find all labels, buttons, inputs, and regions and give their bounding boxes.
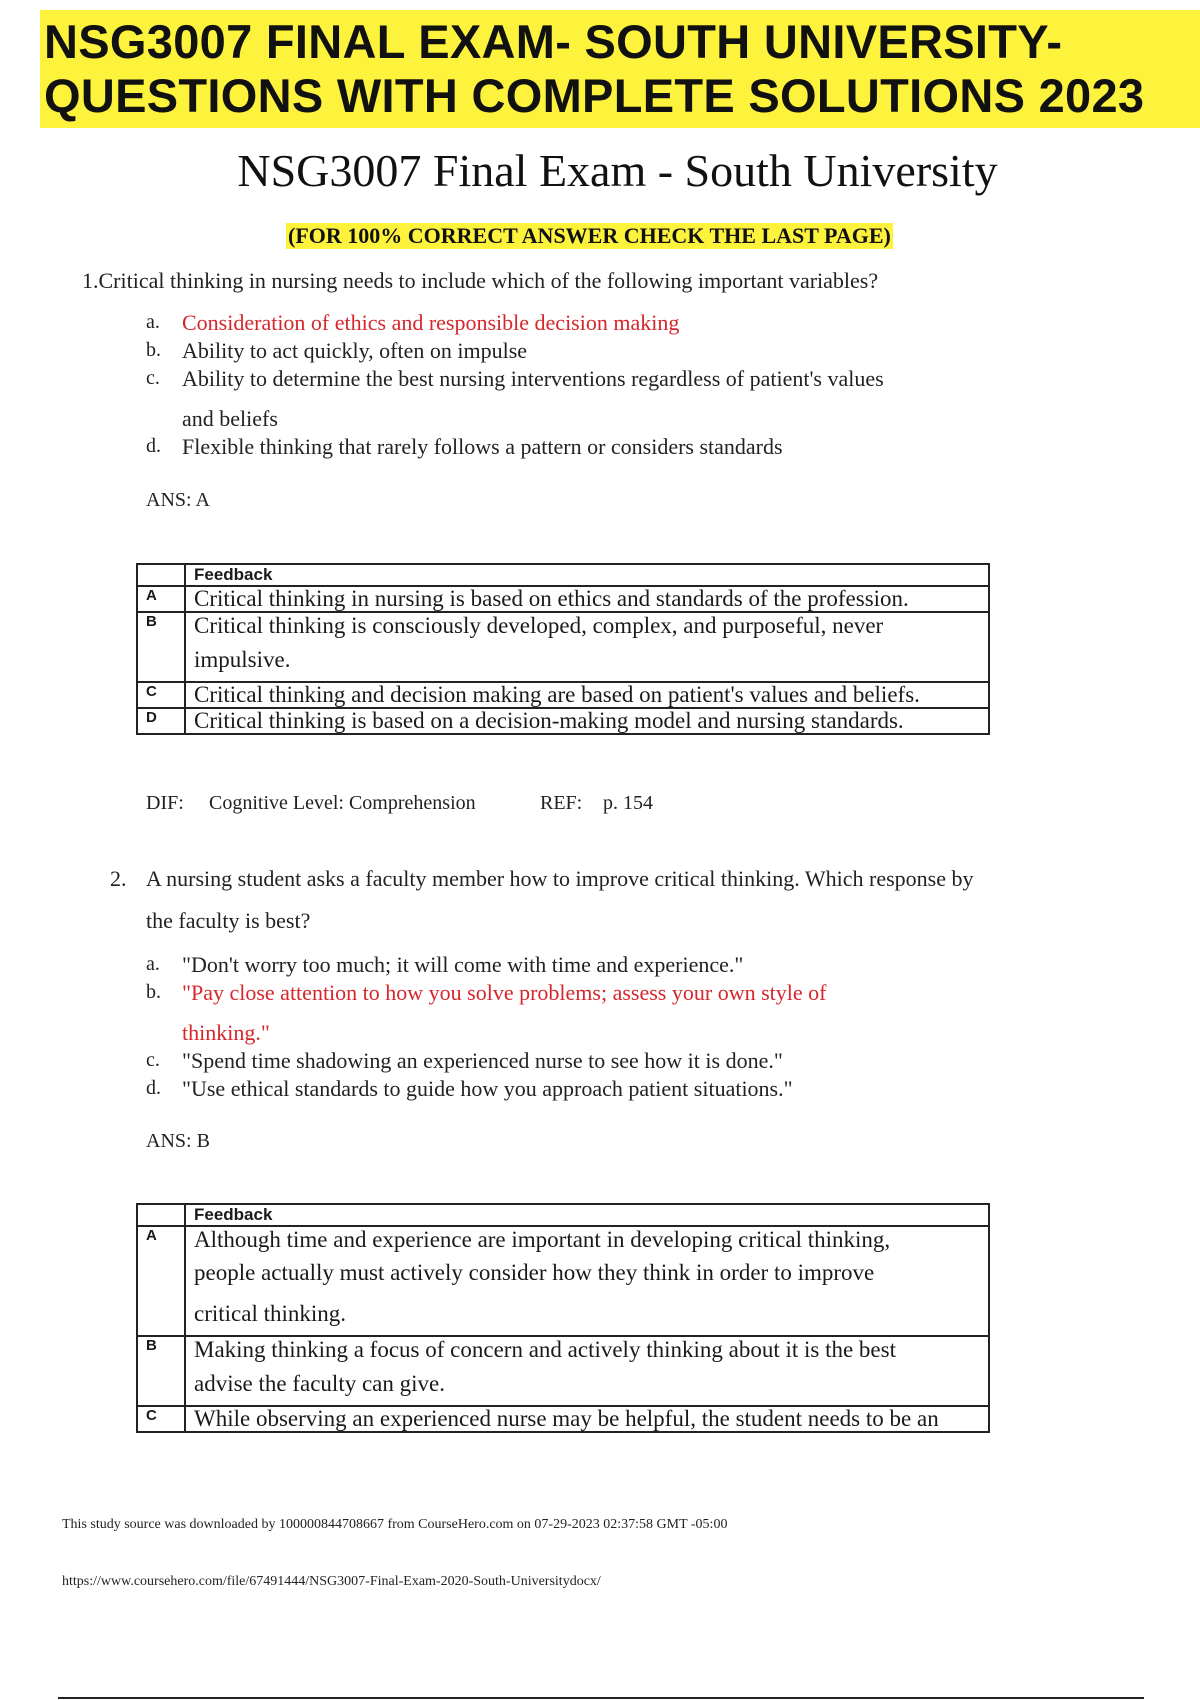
table-row [137,1336,989,1406]
q1-option-c: Ability to determine the best nursing interventions regardless of patient's values [182,366,884,391]
feedback-text: Critical thinking and decision making are based on patient's values and beliefs. [194,682,920,707]
q1-ref-value: p. 154 [603,792,653,814]
feedback-key: C [137,682,185,708]
page-title: NSG3007 Final Exam - South University [237,145,998,196]
q2-option-b: "Pay close attention to how you solve problems; assess your own style of [182,980,827,1005]
q2-option-b-letter: b. [146,981,161,1003]
banner-title-line-2: QUESTIONS WITH COMPLETE SOLUTIONS 2023 [44,69,1145,122]
q1-option-d: Flexible thinking that rarely follows a pattern or considers standards [182,434,783,459]
q2-option-c-letter: c. [146,1049,160,1071]
feedback-key: A [137,586,185,612]
feedback-text-cont: advise the faculty can give. [194,1371,445,1396]
q2-feedback-table [136,1203,990,1433]
table-row [137,1226,989,1336]
feedback-header: Feedback [185,564,989,586]
feedback-key: D [137,708,185,734]
table-row [137,682,989,708]
question-2-prompt: A nursing student asks a faculty member how to improve critical thinking. Which response by [146,866,974,891]
q2-option-a: "Don't worry too much; it will come with time and experience." [182,952,744,977]
q1-answer: ANS: A [146,489,210,511]
feedback-text-cont: impulsive. [194,647,291,672]
q1-option-b: Ability to act quickly, often on impulse [182,338,528,363]
table-row [137,708,989,734]
q1-feedback-table [136,563,990,735]
feedback-key: C [137,1406,185,1432]
feedback-key: B [137,612,185,682]
bottom-divider [58,1697,1144,1699]
table-row [137,612,989,682]
q2-option-d-letter: d. [146,1077,161,1099]
table-row [137,564,989,586]
q1-option-a: Consideration of ethics and responsible decision making [182,310,680,335]
q2-number: 2. [110,866,127,891]
source-url[interactable]: https://www.coursehero.com/file/67491444/NSG3007-Final-Exam-2020-South-Universitydocx/ [62,1574,601,1589]
q1-dif-value: Cognitive Level: Comprehension [209,792,476,814]
q1-option-b-letter: b. [146,339,161,361]
q2-answer: ANS: B [146,1130,210,1152]
table-row [137,1406,989,1432]
question-1-prompt: 1.Critical thinking in nursing needs to include which of the following important variables? [82,268,879,293]
q1-option-a-letter: a. [146,311,160,333]
q2-option-d: "Use ethical standards to guide how you approach patient situations." [182,1076,793,1101]
feedback-header: Feedback [185,1204,989,1226]
feedback-text-cont: critical thinking. [194,1301,347,1326]
banner-title-line-1: NSG3007 FINAL EXAM- SOUTH UNIVERSITY- [44,15,1063,68]
download-note: This study source was downloaded by 100000844708667 from CourseHero.com on 07-29-2023 02:37:58 GMT -05:00 [62,1517,728,1532]
question-2-prompt-cont: the faculty is best? [146,908,311,933]
q1-option-d-letter: d. [146,435,161,457]
q1-ref-label: REF: [540,792,583,814]
q1-option-c-letter: c. [146,367,160,389]
answer-note: (FOR 100% CORRECT ANSWER CHECK THE LAST PAGE) [288,223,891,248]
q2-option-a-letter: a. [146,953,160,975]
feedback-text: Although time and experience are important in developing critical thinking, [194,1227,891,1252]
q1-dif-label: DIF: [146,792,184,814]
feedback-text: Making thinking a focus of concern and actively thinking about it is the best [194,1337,896,1362]
feedback-text: Critical thinking is consciously developed, complex, and purposeful, never [194,613,884,638]
feedback-text: While observing an experienced nurse may be helpful, the student needs to be an [194,1406,939,1431]
feedback-key: B [137,1336,185,1406]
feedback-text: Critical thinking is based on a decision-making model and nursing standards. [194,708,904,733]
feedback-text-cont: people actually must actively consider how they think in order to improve [194,1260,875,1285]
table-row [137,1204,989,1226]
q2-option-c: "Spend time shadowing an experienced nurse to see how it is done." [182,1048,783,1073]
table-row [137,586,989,612]
feedback-text: Critical thinking in nursing is based on ethics and standards of the profession. [194,586,909,611]
q2-option-b-cont: thinking." [182,1020,270,1045]
q1-option-c-cont: and beliefs [182,406,278,431]
feedback-key: A [137,1226,185,1336]
